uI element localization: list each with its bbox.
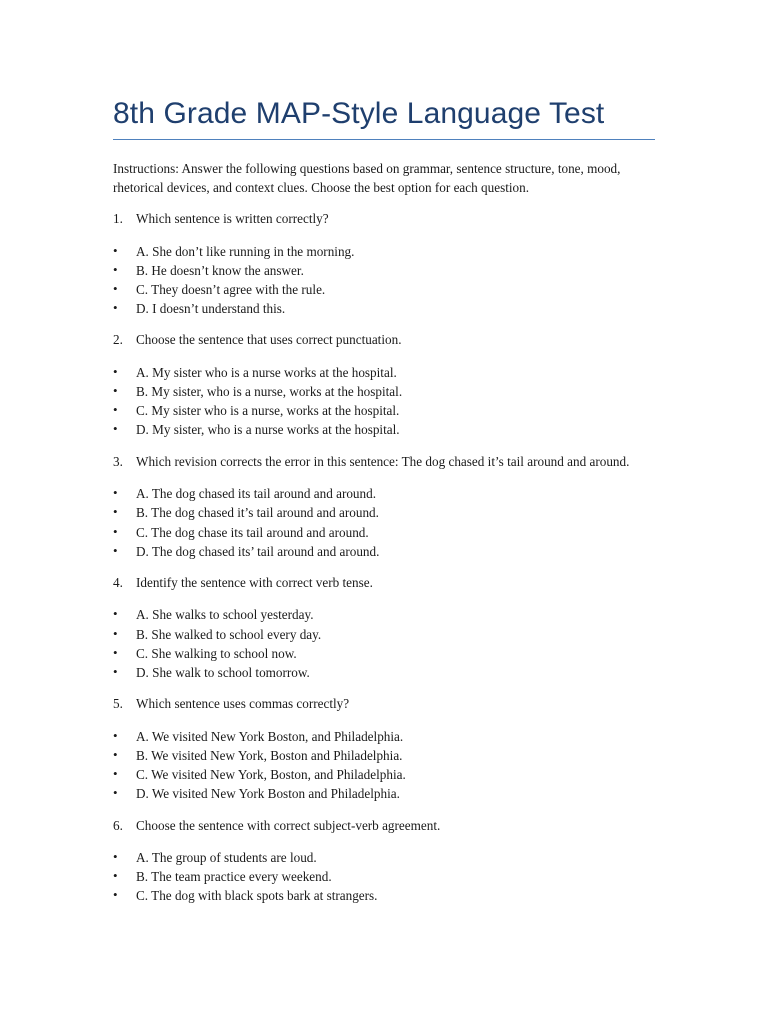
answer-option [113, 605, 655, 624]
bullet-icon: • [113, 785, 118, 801]
answer-option [113, 727, 655, 746]
question-number: 3. [113, 453, 123, 469]
question-6 [113, 817, 655, 836]
answer-option [113, 420, 655, 439]
bullet-icon: • [113, 644, 118, 660]
answer-option-text: B. The team practice every weekend. [136, 869, 332, 885]
bullet-icon: • [113, 300, 118, 316]
answer-options-1 [113, 242, 655, 319]
answer-option [113, 261, 655, 280]
bullet-icon: • [113, 849, 118, 865]
bullet-icon: • [113, 542, 118, 558]
answer-options-6 [113, 848, 655, 906]
answer-option [113, 886, 655, 905]
answer-option [113, 644, 655, 663]
answer-options-2 [113, 363, 655, 440]
answer-option-text: A. She don’t like running in the morning. [136, 243, 355, 259]
answer-option [113, 523, 655, 542]
question-text: Which sentence is written correctly? [136, 211, 329, 226]
answer-options-3 [113, 484, 655, 561]
answer-option [113, 484, 655, 503]
title-underline-rule [113, 139, 655, 140]
question-4 [113, 574, 655, 593]
answer-option-text: D. We visited New York Boston and Philadelphia. [136, 786, 400, 802]
answer-option [113, 401, 655, 420]
question-number: 4. [113, 574, 123, 590]
answer-option-text: C. The dog with black spots bark at strangers. [136, 888, 378, 904]
question-text: Identify the sentence with correct verb tense. [136, 574, 373, 590]
bullet-icon: • [113, 887, 118, 903]
answer-option [113, 663, 655, 682]
answer-option-text: C. She walking to school now. [136, 645, 297, 661]
instructions-paragraph: Instructions: Answer the following questions based on grammar, sentence structure, tone, mood, rhetorical devices, and context clues. Choose the best option for each question. [113, 161, 621, 195]
answer-option [113, 503, 655, 522]
question-text: Which sentence uses commas correctly? [136, 696, 350, 712]
answer-option-text: C. The dog chase its tail around and around. [136, 524, 369, 540]
question-3 [113, 453, 655, 472]
bullet-icon: • [113, 746, 118, 762]
answer-option [113, 848, 655, 867]
answer-option-text: C. We visited New York, Boston, and Philadelphia. [136, 767, 406, 783]
bullet-icon: • [113, 727, 118, 743]
answer-option [113, 765, 655, 784]
answer-option-text: A. We visited New York Boston, and Philadelphia. [136, 728, 404, 744]
bullet-icon: • [113, 402, 118, 418]
bullet-icon: • [113, 363, 118, 379]
answer-option-text: B. My sister, who is a nurse, works at the hospital. [136, 384, 403, 400]
answer-option-text: D. The dog chased its’ tail around and around. [136, 543, 380, 559]
answer-option-text: D. I doesn’t understand this. [136, 301, 286, 317]
bullet-icon: • [113, 485, 118, 501]
answer-option-text: D. My sister, who is a nurse works at the hospital. [136, 422, 400, 438]
answer-option [113, 382, 655, 401]
bullet-icon: • [113, 606, 118, 622]
question-text: Choose the sentence with correct subject-verb agreement. [136, 817, 441, 833]
question-number: 5. [113, 696, 123, 712]
answer-option [113, 746, 655, 765]
answer-option-text: A. My sister who is a nurse works at the hospital. [136, 364, 397, 380]
answer-option [113, 242, 655, 261]
bullet-icon: • [113, 523, 118, 539]
answer-option [113, 542, 655, 561]
bullet-icon: • [113, 261, 118, 277]
question-5 [113, 695, 655, 714]
bullet-icon: • [113, 504, 118, 520]
answer-option-text: C. My sister who is a nurse, works at the hospital. [136, 403, 400, 419]
questions-list [113, 210, 655, 906]
bullet-icon: • [113, 664, 118, 680]
bullet-icon: • [113, 383, 118, 399]
bullet-icon: • [113, 625, 118, 641]
answer-option-text: B. He doesn’t know the answer. [136, 262, 304, 278]
answer-option-text: B. She walked to school every day. [136, 626, 322, 642]
question-number: 2. [113, 332, 123, 348]
answer-option-text: D. She walk to school tomorrow. [136, 665, 310, 681]
answer-option [113, 363, 655, 382]
answer-option-text: B. We visited New York, Boston and Philadelphia. [136, 747, 403, 763]
answer-option-text: A. The dog chased its tail around and around. [136, 486, 377, 502]
bullet-icon: • [113, 280, 118, 296]
question-number: 1. [113, 211, 123, 226]
answer-option-text: A. The group of students are loud. [136, 850, 317, 866]
answer-option-text: C. They doesn’t agree with the rule. [136, 281, 326, 297]
bullet-icon: • [113, 421, 118, 437]
answer-option-text: A. She walks to school yesterday. [136, 607, 314, 623]
answer-option [113, 784, 655, 803]
answer-option-text: B. The dog chased it’s tail around and around. [136, 505, 379, 521]
question-text: Choose the sentence that uses correct punctuation. [136, 332, 402, 348]
answer-option [113, 625, 655, 644]
answer-options-4 [113, 605, 655, 682]
question-number: 6. [113, 817, 123, 833]
question-1 [113, 210, 655, 229]
document-title: 8th Grade MAP-Style Language Test [113, 97, 605, 130]
question-text: Which revision corrects the error in this sentence: The dog chased it’s tail around and around. [136, 453, 630, 469]
bullet-icon: • [113, 242, 118, 258]
bullet-icon: • [113, 766, 118, 782]
answer-option [113, 299, 655, 318]
answer-option [113, 867, 655, 886]
answer-option [113, 280, 655, 299]
answer-options-5 [113, 727, 655, 804]
bullet-icon: • [113, 868, 118, 884]
question-2 [113, 331, 655, 350]
